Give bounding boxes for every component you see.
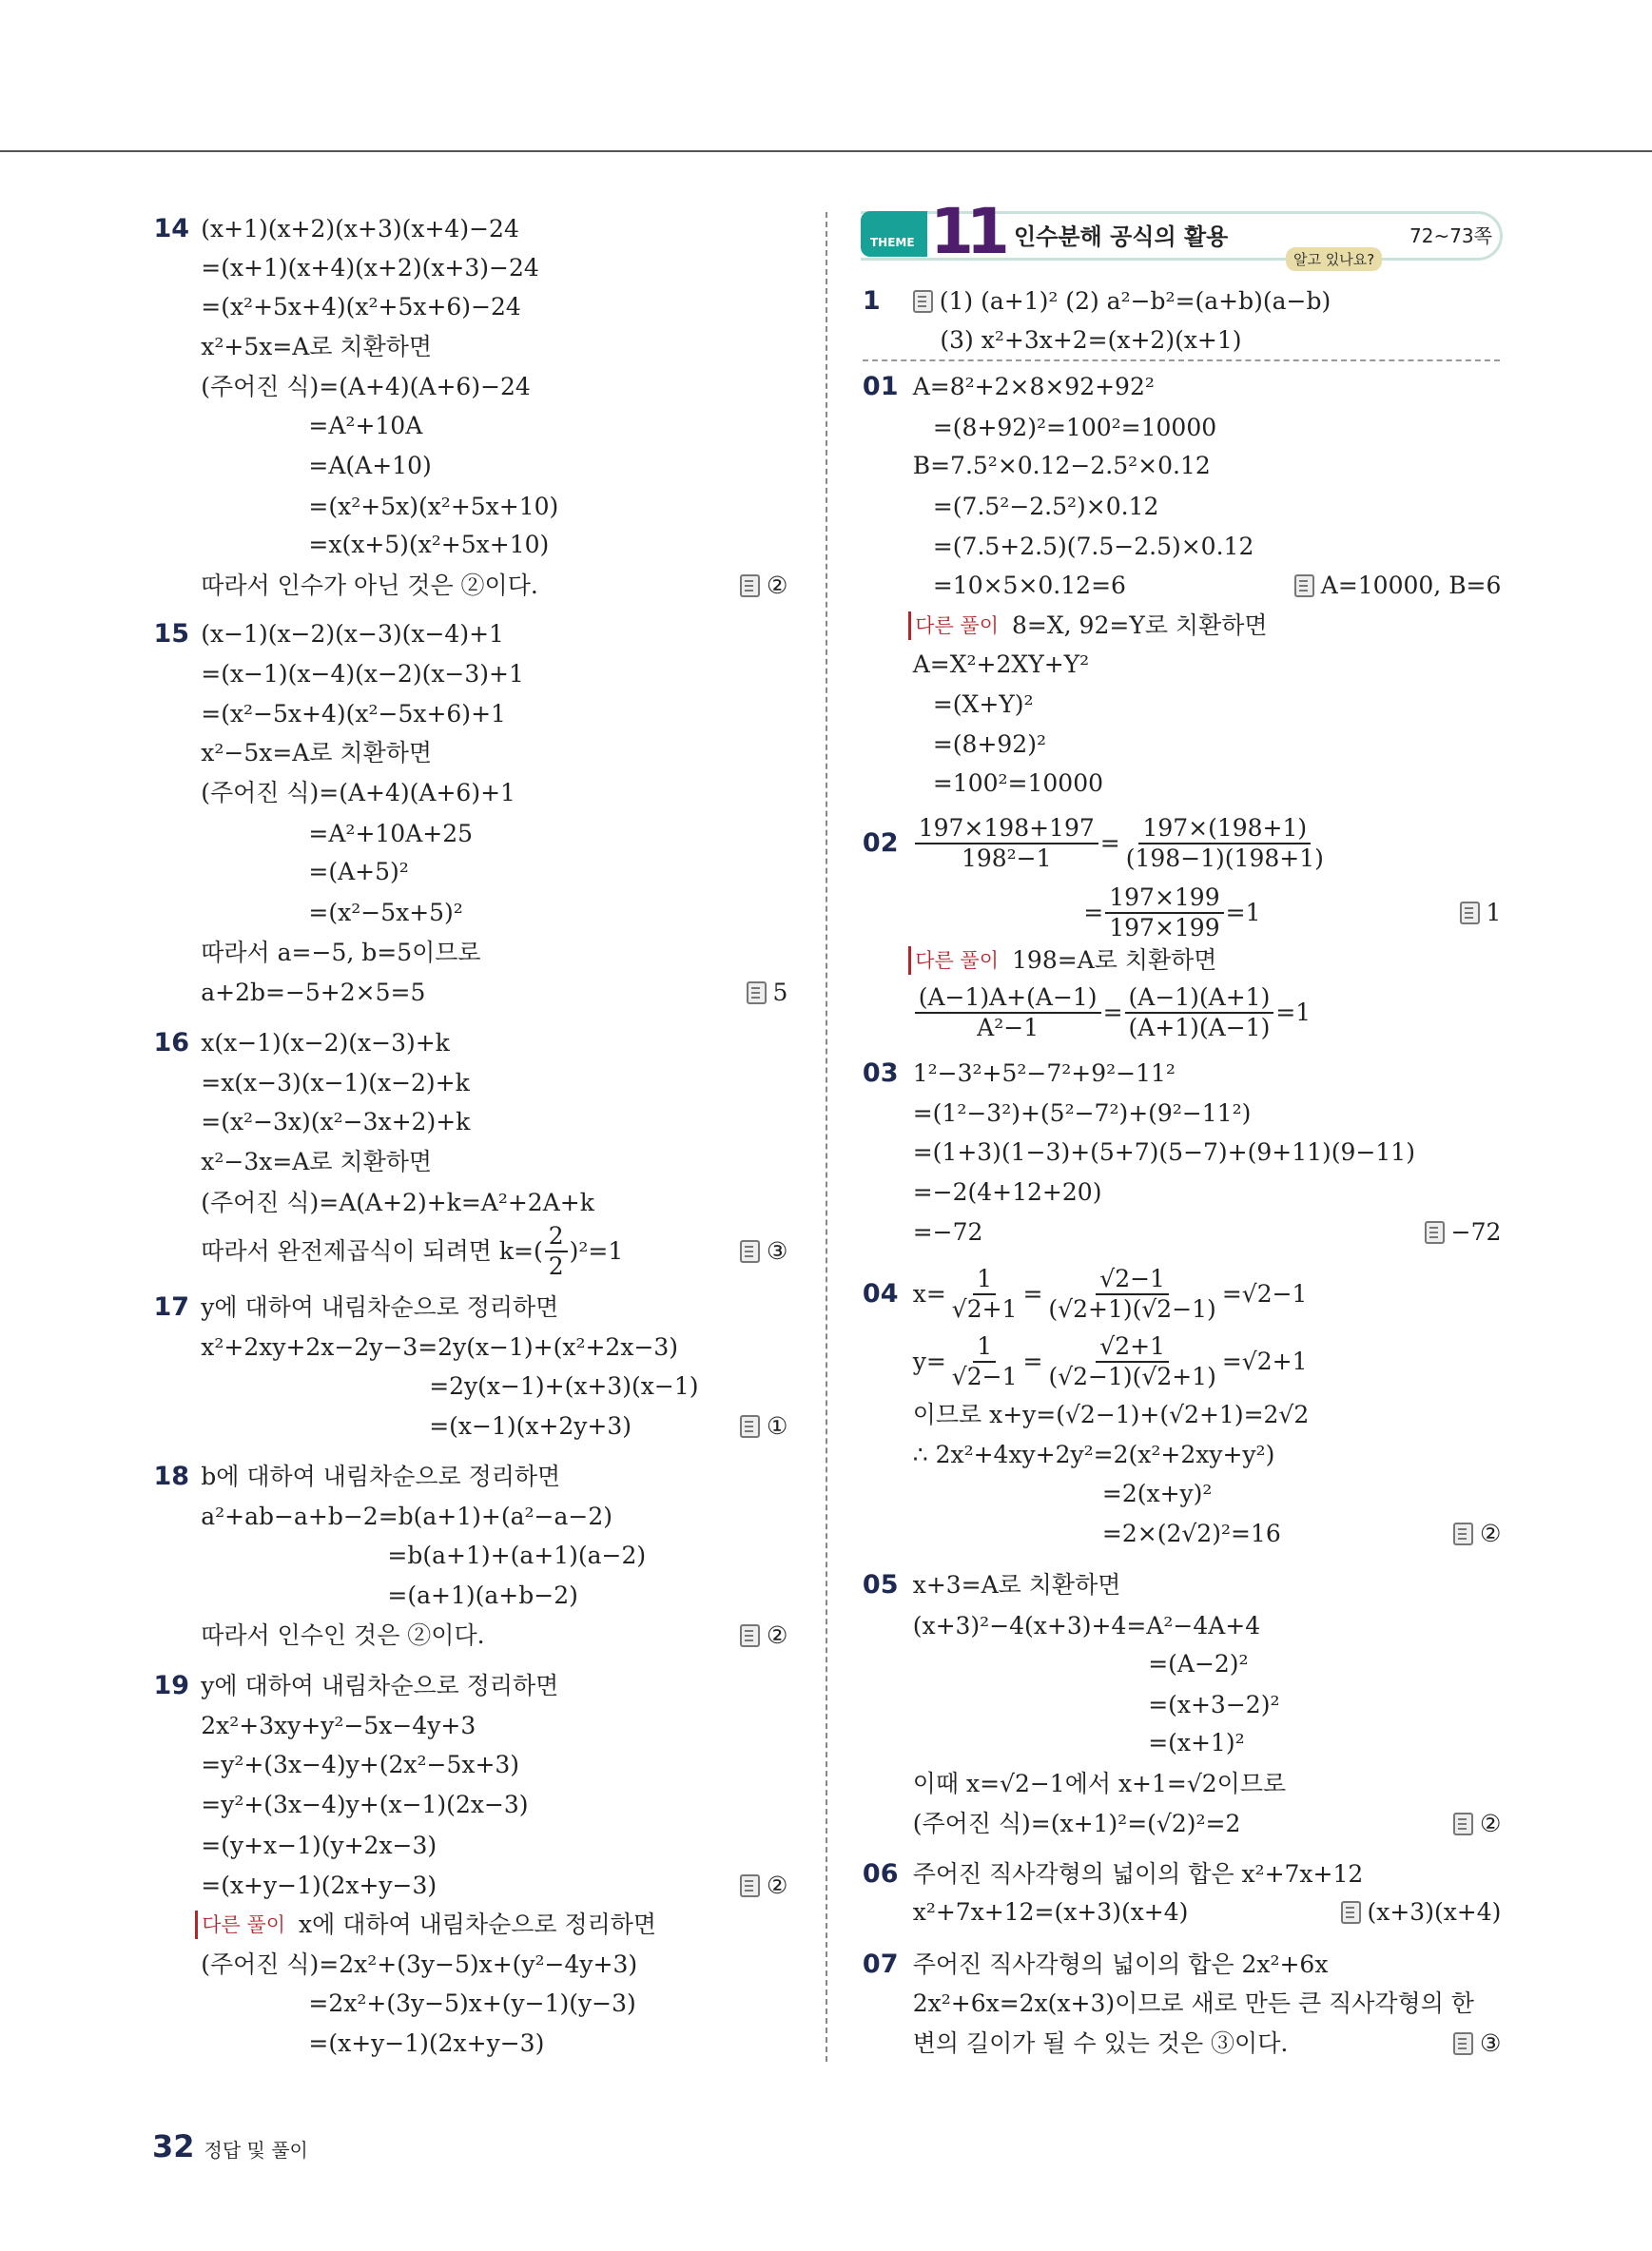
math-text: B=7.5²×0.12−2.5²×0.12	[912, 452, 1211, 480]
math-text: =y²+(3x−4)y+(2x²−5x+3)	[201, 1751, 520, 1779]
solution-line	[201, 1293, 558, 1322]
solution-line	[913, 1571, 1121, 1600]
problem-number: 06	[862, 1858, 899, 1889]
fraction	[1105, 883, 1223, 942]
solution-line	[308, 493, 558, 521]
answer-value: −72	[1450, 1218, 1502, 1247]
math-text: x에 대하여 내림차순으로 정리하면	[299, 1910, 657, 1938]
math-text: 1²−3²+5²−7²+9²−11²	[912, 1058, 1176, 1087]
math-text: (주어진 식)=(A+4)(A+6)−24	[201, 373, 531, 401]
solution-line	[201, 1222, 623, 1281]
problem-number: 18	[153, 1461, 190, 1491]
math-text: =(7.5²−2.5²)×0.12	[932, 492, 1159, 520]
solution-line	[1102, 1480, 1213, 1508]
answer-value: ②	[767, 571, 788, 599]
solution-line	[387, 1582, 577, 1610]
problem-number: 1	[862, 285, 881, 316]
fraction	[915, 814, 1098, 873]
theme-pages: 72~73쪽	[1409, 224, 1492, 247]
answer-value: ②	[1480, 1520, 1502, 1548]
math-text: =2x²+(3y−5)x+(y−1)(y−3)	[308, 1989, 636, 2017]
solution-line	[933, 769, 1103, 798]
math-text: (주어진 식)=(x+1)²=(√2)²=2	[912, 1809, 1241, 1837]
solution-line	[201, 1751, 519, 1779]
fraction	[948, 1332, 1021, 1391]
solution-line	[1148, 1650, 1248, 1679]
math-text: =1	[1275, 999, 1312, 1027]
math-text: a²+ab−a+b−2=b(a+1)+(a²−a−2)	[201, 1503, 612, 1530]
math-text: =(x²+5x+4)(x²+5x+6)−24	[201, 292, 521, 320]
solution-line	[308, 2029, 544, 2058]
fraction	[948, 1265, 1021, 1324]
solution-line	[308, 820, 473, 848]
problem-number: 04	[862, 1279, 899, 1310]
math-text: A=X²+2XY+Y²	[912, 650, 1090, 678]
fraction	[1125, 983, 1274, 1042]
math-text: 따라서 인수가 아닌 것은 ②이다.	[201, 571, 538, 599]
answer	[740, 1621, 787, 1650]
math-text: =(x+y−1)(2x+y−3)	[201, 1871, 437, 1899]
math-text: =(x²−5x+5)²	[308, 898, 463, 926]
solution-line	[913, 1898, 1189, 1927]
math-text: =(X+Y)²	[932, 689, 1034, 718]
answer	[740, 572, 787, 600]
top-rule	[0, 150, 1652, 152]
solution-line	[201, 979, 425, 1007]
problem-number: 05	[862, 1570, 899, 1601]
math-text: (주어진 식)=2x²+(3y−5)x+(y²−4y+3)	[201, 1950, 638, 1978]
solution-line	[201, 1503, 612, 1531]
math-text: A=8²+2×8×92+92²	[912, 373, 1155, 401]
math-text: =x(x−3)(x−1)(x−2)+k	[201, 1069, 470, 1097]
math-text: 주어진 직사각형의 넓이의 합은 2x²+6x	[912, 1950, 1329, 1978]
math-text: =√2+1	[1221, 1348, 1308, 1376]
solution-line	[908, 946, 1216, 975]
math-text: =(x²+5x)(x²+5x+10)	[308, 492, 559, 520]
solution-line	[913, 1138, 1415, 1167]
answer-value: A=10000, B=6	[1320, 571, 1502, 599]
math-text: =y²+(3x−4)y+(x−1)(2x−3)	[201, 1791, 529, 1819]
solution-line	[1083, 883, 1260, 942]
math-text: y에 대하여 내림차순으로 정리하면	[201, 1292, 559, 1321]
page-number: 32	[152, 2128, 195, 2164]
math-text: y에 대하여 내림차순으로 정리하면	[201, 1672, 559, 1700]
answer-icon	[1294, 574, 1314, 597]
answer-icon	[740, 1240, 760, 1263]
denominator: (198−1)(198+1)	[1125, 844, 1324, 873]
problem-number: 17	[153, 1291, 190, 1322]
math-text: =(x+y−1)(2x+y−3)	[308, 2028, 545, 2057]
math-text: =(x²−3x)(x²−3x+2)+k	[201, 1108, 471, 1136]
numerator: √2−1	[1096, 1265, 1169, 1295]
solution-line	[201, 1069, 470, 1097]
denominator: √2+1	[951, 1295, 1018, 1324]
answer-icon	[740, 1415, 760, 1438]
solution-line	[933, 690, 1034, 719]
solution-line	[933, 533, 1254, 561]
answer-value: ①	[767, 1411, 788, 1440]
fraction	[915, 983, 1101, 1042]
solution-line	[913, 287, 1331, 316]
fraction	[1044, 1332, 1219, 1391]
math-text: =2y(x−1)+(x+3)(x−1)	[429, 1371, 699, 1400]
denominator: 197×199	[1109, 913, 1220, 941]
solution-line	[201, 700, 506, 728]
denominator: (√2+1)(√2−1)	[1048, 1295, 1216, 1324]
fraction	[1122, 814, 1328, 873]
alt-solution-tag: 다른 풀이	[908, 611, 999, 640]
math-text: =2×(2√2)²=16	[1101, 1520, 1281, 1548]
page-footer	[152, 2128, 308, 2164]
math-text: ∴ 2x²+4xy+2y²=2(x²+2xy+y²)	[912, 1441, 1275, 1469]
solution-line	[387, 1542, 646, 1570]
solution-line	[913, 1401, 1310, 1429]
answer	[740, 1872, 787, 1900]
solution-line	[201, 293, 521, 321]
math-text: =(1+3)(1−3)+(5+7)(5−7)+(9+11)(9−11)	[912, 1137, 1415, 1166]
solution-line	[913, 1441, 1275, 1469]
solution-line	[201, 1108, 470, 1136]
answer-icon	[740, 1874, 760, 1897]
answer-value: ③	[767, 1236, 788, 1265]
math-text: (주어진 식)=A(A+2)+k=A²+2A+k	[201, 1188, 594, 1216]
denominator: (A+1)(A−1)	[1128, 1014, 1271, 1042]
solution-line	[913, 1099, 1252, 1128]
answer-value: ②	[767, 1621, 788, 1650]
solution-line	[913, 1612, 1260, 1640]
know-badge: 알고 있나요?	[1286, 247, 1382, 271]
solution-line	[201, 739, 432, 767]
solution-line	[913, 650, 1089, 679]
solution-line	[429, 1372, 698, 1401]
math-text: =x(x+5)(x²+5x+10)	[308, 531, 550, 559]
answer-icon	[1341, 1901, 1361, 1924]
math-text: =1	[1225, 898, 1261, 926]
solution-line	[308, 452, 431, 480]
math-text: 주어진 직사각형의 넓이의 합은 x²+7x+12	[912, 1859, 1364, 1888]
math-text: x=	[912, 1280, 946, 1309]
solution-line	[201, 620, 504, 649]
math-text: x²−3x=A로 치환하면	[201, 1148, 433, 1176]
math-text: 8=X, 92=Y로 치환하면	[1012, 611, 1268, 639]
solution-line	[201, 1791, 528, 1819]
solution-line	[913, 373, 1155, 401]
solution-line	[913, 1178, 1102, 1207]
math-text: (x−1)(x−2)(x−3)(x−4)+1	[201, 619, 504, 648]
problem-number: 01	[862, 372, 899, 402]
solution-line	[195, 1911, 656, 1939]
solution-line	[201, 1333, 678, 1362]
solution-line	[913, 2029, 1289, 2058]
math-text: x²+2xy+2x−2y−3=2y(x−1)+(x²+2x−3)	[201, 1332, 679, 1361]
solution-line	[201, 1463, 560, 1491]
fraction	[1044, 1265, 1219, 1324]
answer-value: 5	[772, 979, 788, 1007]
answer-value: ②	[767, 1871, 788, 1899]
denominator: √2−1	[951, 1363, 1018, 1391]
math-text: 198=A로 치환하면	[1012, 945, 1217, 974]
answer	[740, 1412, 787, 1441]
denominator: 198²−1	[961, 844, 1052, 873]
math-text: y=	[912, 1348, 946, 1376]
answer	[1341, 1898, 1502, 1927]
math-text: 이때 x=√2−1에서 x+1=√2이므로	[912, 1769, 1287, 1797]
math-text: x²+5x=A로 치환하면	[201, 333, 433, 361]
answer-icon	[740, 574, 760, 597]
numerator: 197×198+197	[915, 814, 1098, 844]
solution-line	[201, 1832, 437, 1860]
math-text: =(7.5+2.5)(7.5−2.5)×0.12	[932, 532, 1254, 560]
math-text: =(A+5)²	[308, 858, 409, 886]
math-text: =(8+92)²=100²=10000	[932, 413, 1217, 441]
problem-number: 02	[862, 828, 899, 859]
problem-number: 14	[153, 214, 190, 244]
math-text: =	[1099, 829, 1120, 858]
math-text: =√2−1	[1221, 1280, 1308, 1309]
answer-value: (x+3)(x+4)	[1367, 1898, 1502, 1927]
math-text: =(x+1)(x+4)(x+2)(x+3)−24	[201, 254, 539, 282]
math-text: x+3=A로 치환하면	[912, 1571, 1121, 1600]
answer-icon	[913, 290, 933, 313]
dotted-separator	[863, 359, 1500, 361]
solution-line	[201, 939, 480, 967]
numerator: (A−1)(A+1)	[1125, 983, 1274, 1014]
answer-value: 1	[1486, 898, 1502, 926]
alt-solution-tag: 다른 풀이	[908, 946, 999, 975]
solution-line	[913, 1950, 1329, 1979]
math-text: =100²=10000	[932, 768, 1104, 797]
math-text: =	[1083, 898, 1104, 926]
solution-line	[201, 1950, 637, 1979]
math-text: x(x−1)(x−2)(x−3)+k	[201, 1029, 450, 1058]
answer	[1294, 572, 1502, 600]
math-text: x²+7x+12=(x+3)(x+4)	[912, 1898, 1189, 1927]
solution-line	[1148, 1729, 1244, 1757]
math-text: 2x²+6x=2x(x+3)이므로 새로 만든 큰 직사각형의 한	[912, 1989, 1474, 2017]
math-text: (주어진 식)=(A+4)(A+6)+1	[201, 779, 515, 807]
math-text: =10×5×0.12=6	[932, 571, 1126, 599]
math-text: 2x²+3xy+y²−5x−4y+3	[201, 1712, 476, 1740]
math-text: =	[1022, 1348, 1043, 1376]
math-text: (x+1)(x+2)(x+3)(x+4)−24	[201, 215, 519, 243]
numerator: 1	[973, 1332, 996, 1363]
answer	[1453, 2029, 1501, 2058]
denominator: A²−1	[977, 1014, 1040, 1042]
problem-number: 16	[153, 1028, 190, 1058]
theme-number: 11	[930, 195, 1002, 268]
problem-number: 19	[153, 1671, 190, 1701]
solution-line	[201, 1029, 450, 1058]
math-text: (1) (a+1)² (2) a²−b²=(a+b)(a−b)	[939, 286, 1331, 315]
answer	[747, 979, 788, 1007]
math-text: =−72	[912, 1218, 983, 1247]
numerator: 197×(198+1)	[1138, 814, 1311, 844]
solution-line	[308, 1989, 635, 2018]
math-text: =(A−2)²	[1148, 1650, 1249, 1679]
math-text: =(x−1)(x−4)(x−2)(x−3)+1	[201, 660, 524, 689]
solution-line	[201, 215, 519, 243]
solution-line	[1102, 1520, 1281, 1548]
solution-line	[933, 730, 1046, 759]
solution-line	[201, 333, 432, 361]
alt-solution-tag: 다른 풀이	[195, 1911, 285, 1939]
answer-icon	[1453, 2032, 1473, 2055]
math-text: 따라서 인수인 것은 ②이다.	[201, 1621, 485, 1650]
math-text: (x+3)²−4(x+3)+4=A²−4A+4	[912, 1611, 1261, 1640]
solution-line	[913, 1989, 1474, 2018]
solution-line	[913, 1860, 1364, 1889]
solution-line	[308, 858, 408, 886]
theme-badge: THEME	[861, 211, 927, 257]
solution-line	[308, 531, 549, 559]
solution-line	[201, 1872, 437, 1900]
solution-line	[933, 414, 1216, 442]
math-text: =A²+10A+25	[308, 819, 474, 847]
math-text: =(y+x−1)(y+2x−3)	[201, 1831, 437, 1859]
solution-line	[1148, 1691, 1279, 1719]
solution-line	[201, 660, 524, 689]
solution-line	[913, 814, 1330, 873]
column-divider	[826, 212, 827, 2062]
solution-line	[913, 1059, 1176, 1088]
solution-line	[429, 1412, 632, 1441]
answer-icon	[1453, 1813, 1473, 1835]
solution-line	[940, 326, 1241, 355]
math-text: 따라서 완전제곱식이 되려면 k=(	[201, 1236, 543, 1265]
solution-line	[913, 452, 1211, 480]
numerator: √2+1	[1096, 1332, 1169, 1363]
problem-number: 03	[862, 1058, 899, 1088]
solution-line	[201, 572, 538, 600]
answer-icon	[1453, 1523, 1473, 1545]
math-text: (3) x²+3x+2=(x+2)(x+1)	[940, 325, 1242, 354]
solution-line	[913, 1332, 1308, 1391]
solution-line	[308, 412, 422, 440]
solution-line	[201, 1672, 558, 1700]
answer	[1460, 899, 1502, 927]
math-text: 이므로 x+y=(√2−1)+(√2+1)=2√2	[912, 1400, 1310, 1428]
answer-icon	[1460, 902, 1480, 924]
math-text: b에 대하여 내림차순으로 정리하면	[201, 1462, 561, 1490]
math-text: =(x−1)(x+2y+3)	[429, 1411, 632, 1440]
math-text: =	[1102, 999, 1123, 1027]
solution-line	[201, 1148, 432, 1176]
solution-line	[201, 373, 531, 401]
solution-line	[933, 572, 1126, 600]
solution-line	[908, 611, 1267, 640]
footer-title: 정답 및 풀이	[204, 2139, 308, 2162]
math-text: =(x+1)²	[1148, 1729, 1245, 1757]
fraction	[545, 1222, 568, 1281]
math-text: =(x+3−2)²	[1148, 1690, 1280, 1718]
solution-line	[913, 1265, 1308, 1324]
math-text: x²−5x=A로 치환하면	[201, 739, 433, 767]
math-text: =A(A+10)	[308, 452, 432, 480]
answer-icon	[1425, 1221, 1445, 1244]
math-text: =(1²−3²)+(5²−7²)+(9²−11²)	[912, 1098, 1252, 1127]
math-text: =A²+10A	[308, 412, 423, 440]
answer	[1453, 1810, 1501, 1838]
math-text: =(a+1)(a+b−2)	[387, 1582, 578, 1609]
numerator: 2	[545, 1222, 568, 1252]
solution-line	[933, 493, 1159, 521]
problem-number: 15	[153, 618, 190, 649]
math-text: =−2(4+12+20)	[912, 1177, 1102, 1206]
solution-line	[913, 1770, 1286, 1798]
math-text: =	[1022, 1280, 1043, 1309]
solution-line	[201, 1621, 484, 1650]
math-text: 변의 길이가 될 수 있는 것은 ③이다.	[912, 2028, 1289, 2057]
solution-line	[913, 1218, 983, 1247]
math-text: =(8+92)²	[932, 730, 1046, 759]
problem-number: 07	[862, 1949, 899, 1979]
denominator: 2	[548, 1252, 564, 1280]
math-text: )²=1	[569, 1236, 624, 1265]
answer-value: ③	[1480, 2028, 1502, 2057]
math-text: a+2b=−5+2×5=5	[201, 979, 426, 1007]
numerator: (A−1)A+(A−1)	[915, 983, 1101, 1014]
solution-line	[201, 1712, 476, 1740]
solution-line	[308, 899, 462, 927]
numerator: 197×199	[1105, 883, 1223, 914]
solution-line	[913, 1810, 1241, 1838]
denominator: (√2−1)(√2+1)	[1048, 1363, 1216, 1391]
math-text: 따라서 a=−5, b=5이므로	[201, 938, 481, 966]
answer-icon	[740, 1624, 760, 1647]
answer-value: ②	[1480, 1809, 1502, 1837]
math-text: =2(x+y)²	[1101, 1479, 1213, 1507]
theme-title: 인수분해 공식의 활용	[1014, 223, 1229, 250]
solution-line	[913, 983, 1311, 1042]
numerator: 1	[973, 1265, 996, 1295]
answer	[1425, 1218, 1502, 1247]
answer	[740, 1237, 787, 1266]
solution-line	[201, 779, 515, 807]
math-text: =(x²−5x+4)(x²−5x+6)+1	[201, 700, 506, 728]
math-text: =b(a+1)+(a+1)(a−2)	[387, 1541, 647, 1569]
answer	[1453, 1520, 1501, 1548]
answer-icon	[747, 981, 767, 1004]
solution-line	[201, 254, 539, 282]
solution-line	[201, 1189, 594, 1217]
